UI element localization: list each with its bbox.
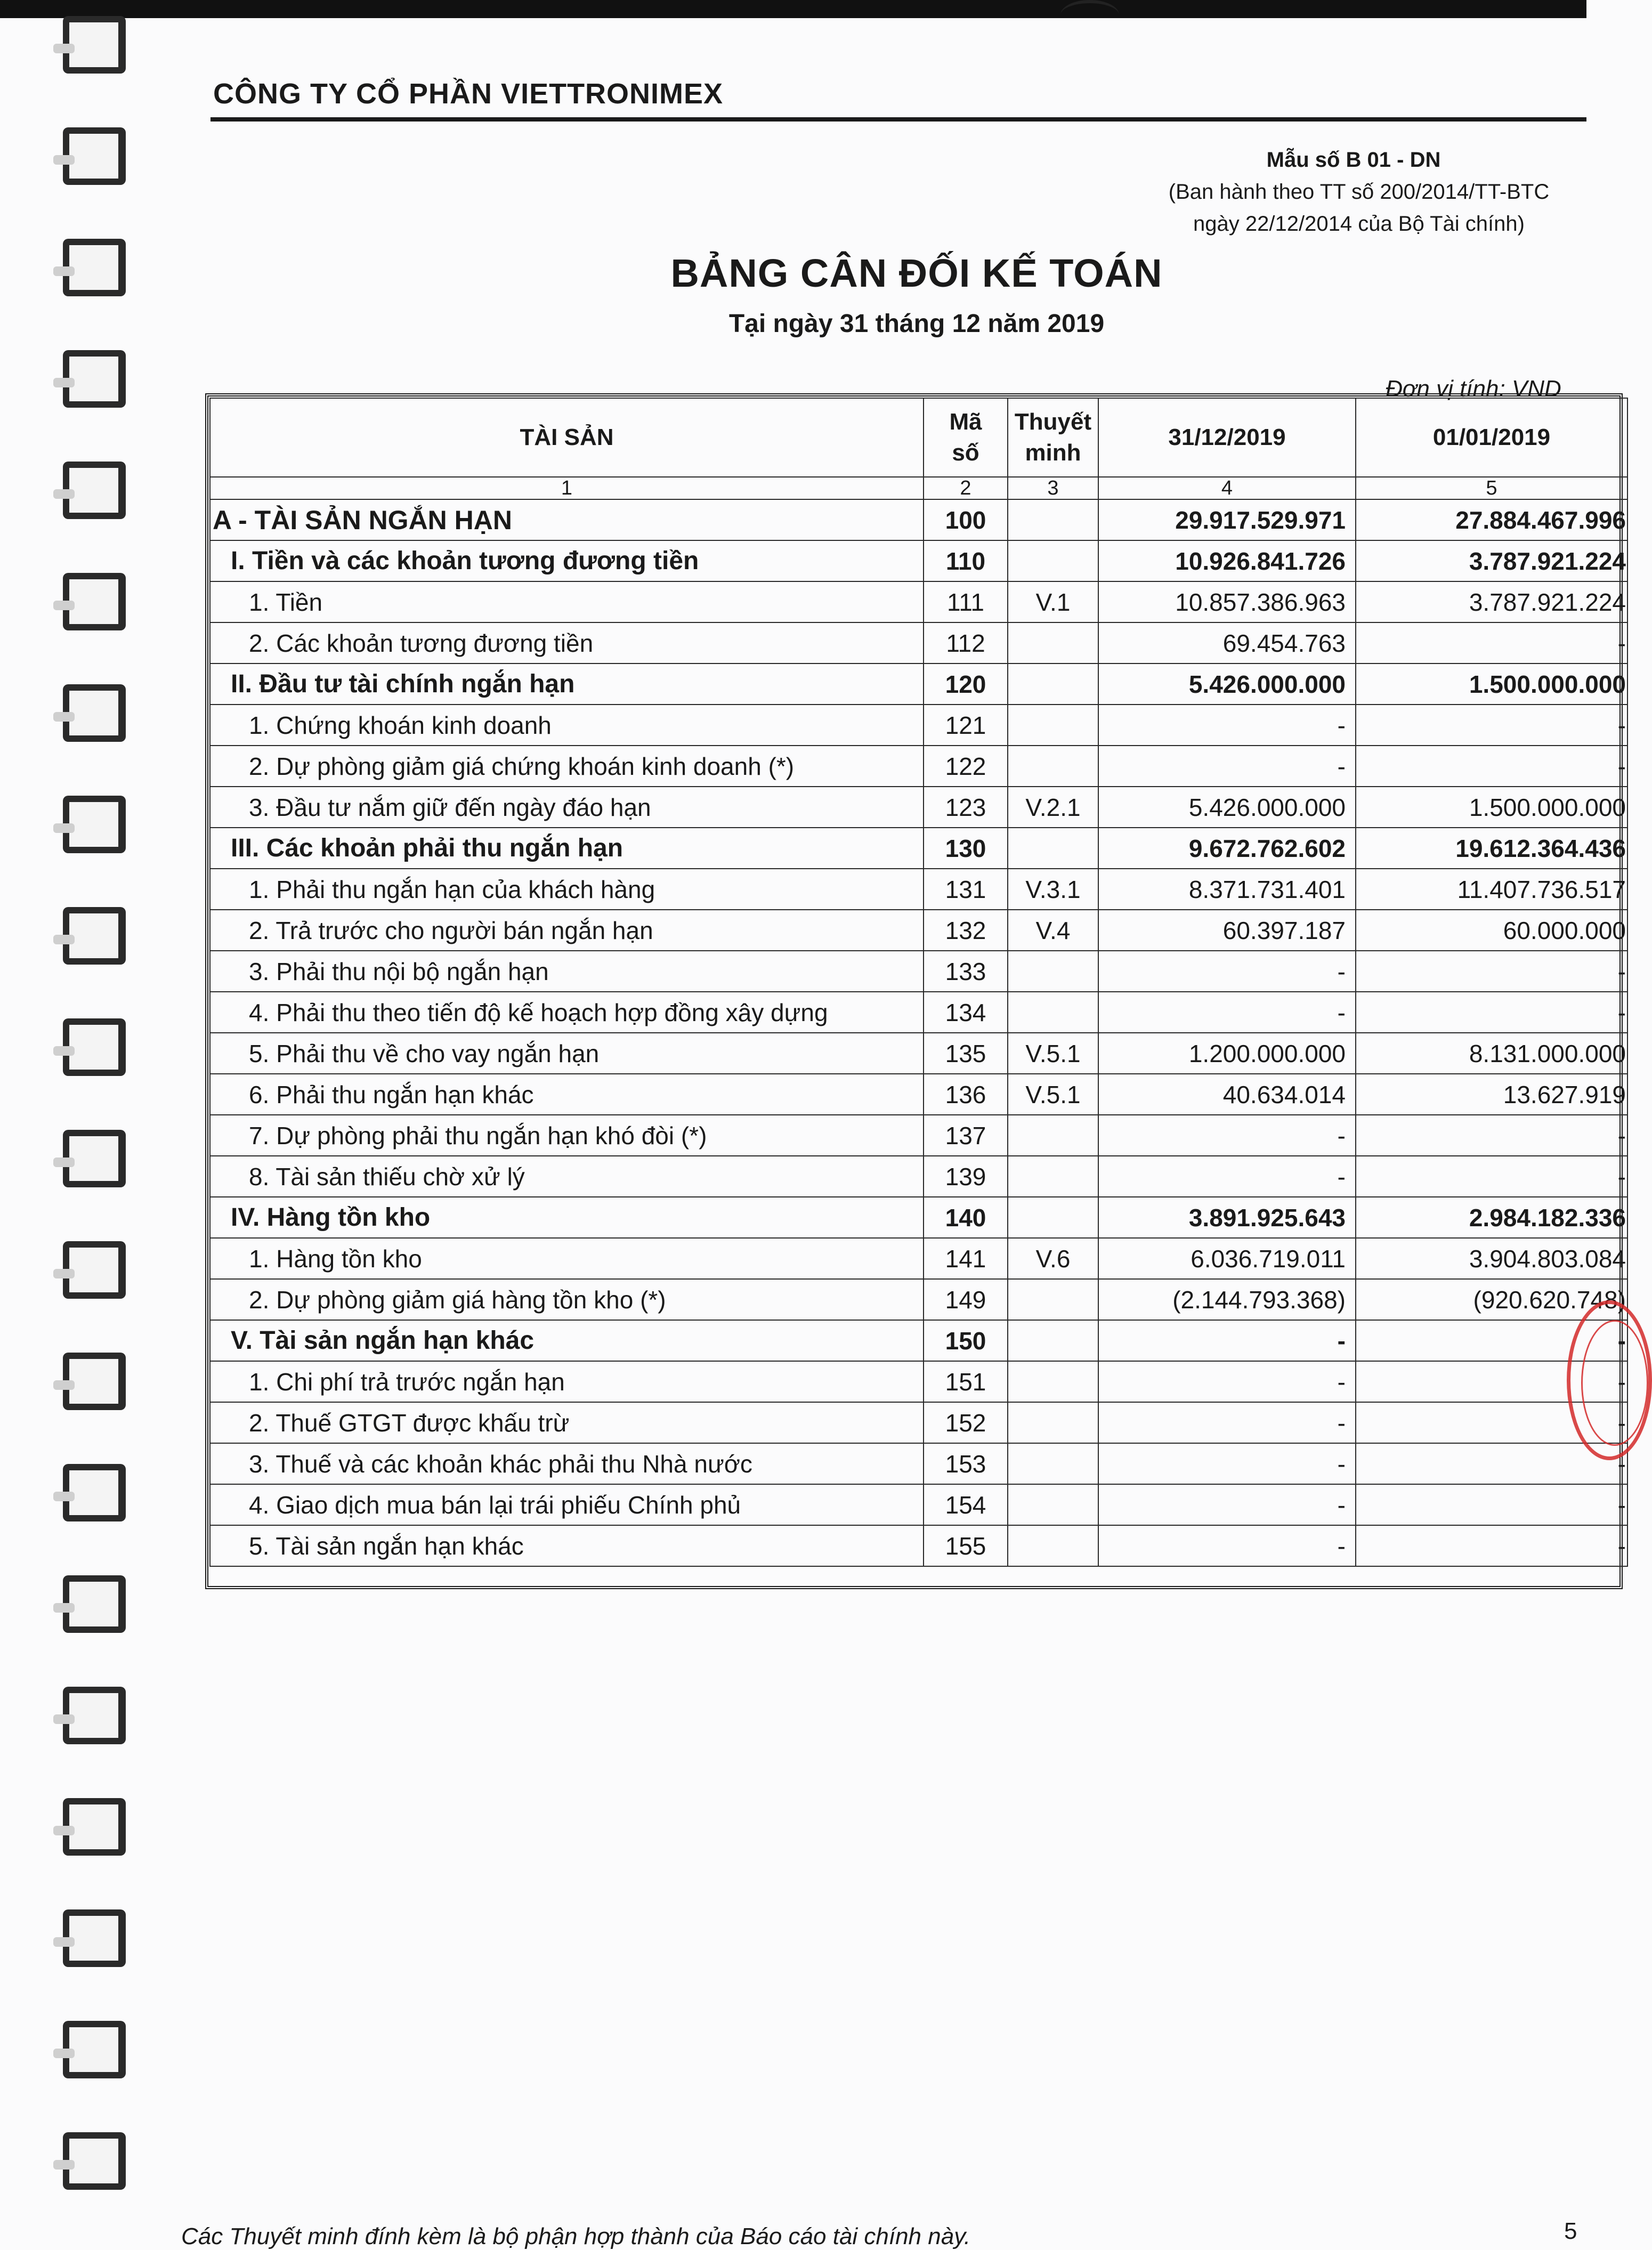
line-item-name: 1. Chứng khoán kinh doanh (210, 705, 924, 746)
table-row (210, 663, 1627, 705)
table-row (210, 1033, 1627, 1074)
line-item-name: 5. Phải thu về cho vay ngắn hạn (210, 1033, 924, 1074)
column-number: 2 (924, 477, 1008, 499)
line-item-name: IV. Hàng tồn kho (210, 1197, 924, 1238)
line-item-note-ref (1008, 1402, 1098, 1443)
line-item-code: 135 (924, 1033, 1008, 1074)
line-item-code: 112 (924, 622, 1008, 663)
document-title: BẢNG CÂN ĐỐI KẾ TOÁN (670, 251, 1163, 295)
header-rule (210, 117, 1586, 122)
table-row (210, 1525, 1627, 1566)
value-31-12-2019: - (1098, 1402, 1356, 1443)
value-31-12-2019: - (1098, 705, 1356, 746)
binding-ring (63, 16, 126, 74)
line-item-code: 120 (924, 663, 1008, 705)
line-item-name: 7. Dự phòng phải thu ngắn hạn khó đòi (*) (210, 1115, 924, 1156)
line-item-name: 2. Các khoản tương đương tiền (210, 622, 924, 663)
spiral-binding (0, 0, 160, 2244)
binding-ring (63, 350, 126, 408)
column-number: 5 (1356, 477, 1627, 499)
line-item-code: 141 (924, 1238, 1008, 1279)
value-01-01-2019: 3.787.921.224 (1356, 540, 1627, 581)
value-01-01-2019: 60.000.000 (1356, 910, 1627, 951)
value-31-12-2019: 6.036.719.011 (1098, 1238, 1356, 1279)
value-01-01-2019: - (1356, 1156, 1627, 1197)
line-item-name: 2. Dự phòng giảm giá hàng tồn kho (*) (210, 1279, 924, 1320)
line-item-name: 1. Chi phí trả trước ngắn hạn (210, 1361, 924, 1402)
value-01-01-2019: 3.904.803.084 (1356, 1238, 1627, 1279)
line-item-note-ref: V.3.1 (1008, 869, 1098, 910)
header-note (1008, 398, 1098, 477)
line-item-name: 1. Tiền (210, 581, 924, 622)
scan-top-edge (0, 0, 1586, 18)
line-item-code: 153 (924, 1443, 1008, 1484)
line-item-code: 123 (924, 787, 1008, 828)
value-01-01-2019: - (1356, 622, 1627, 663)
table-row (210, 951, 1627, 992)
binding-ring (63, 1687, 126, 1744)
line-item-name: 6. Phải thu ngắn hạn khác (210, 1074, 924, 1115)
value-31-12-2019: - (1098, 1115, 1356, 1156)
line-item-code: 151 (924, 1361, 1008, 1402)
line-item-code: 154 (924, 1484, 1008, 1525)
table-row (210, 1484, 1627, 1525)
table-row (210, 1320, 1627, 1361)
value-01-01-2019: 1.500.000.000 (1356, 663, 1627, 705)
table-row (210, 581, 1627, 622)
line-item-code: 139 (924, 1156, 1008, 1197)
line-item-code: 137 (924, 1115, 1008, 1156)
line-item-code: 150 (924, 1320, 1008, 1361)
table-row (210, 746, 1627, 787)
line-item-code: 110 (924, 540, 1008, 581)
value-31-12-2019: 9.672.762.602 (1098, 828, 1356, 869)
line-item-name: I. Tiền và các khoản tương đương tiền (210, 540, 924, 581)
line-item-note-ref: V.1 (1008, 581, 1098, 622)
binding-ring (63, 1798, 126, 1856)
value-01-01-2019: - (1356, 705, 1627, 746)
page-number: 5 (1564, 2218, 1577, 2244)
line-item-note-ref: V.5.1 (1008, 1074, 1098, 1115)
binding-ring (63, 2132, 126, 2190)
header-prior-period (1356, 398, 1627, 477)
line-item-note-ref (1008, 499, 1098, 540)
value-01-01-2019: - (1356, 1525, 1627, 1566)
value-01-01-2019: 2.984.182.336 (1356, 1197, 1627, 1238)
value-31-12-2019: - (1098, 1156, 1356, 1197)
line-item-code: 152 (924, 1402, 1008, 1443)
value-01-01-2019: 13.627.919 (1356, 1074, 1627, 1115)
binding-ring (63, 2021, 126, 2078)
line-item-note-ref (1008, 1156, 1098, 1197)
column-number: 1 (210, 477, 924, 499)
value-31-12-2019: 1.200.000.000 (1098, 1033, 1356, 1074)
table-row (210, 705, 1627, 746)
line-item-note-ref (1008, 1484, 1098, 1525)
binding-ring (63, 1241, 126, 1299)
value-31-12-2019: 8.371.731.401 (1098, 869, 1356, 910)
line-item-note-ref: V.2.1 (1008, 787, 1098, 828)
document-date: Tại ngày 31 tháng 12 năm 2019 (728, 310, 1105, 338)
value-01-01-2019: - (1356, 746, 1627, 787)
table-row (210, 1156, 1627, 1197)
binding-ring (63, 1130, 126, 1187)
line-item-name: 1. Hàng tồn kho (210, 1238, 924, 1279)
header-prior-label: 01/01/2019 (1432, 424, 1551, 450)
line-item-code: 149 (924, 1279, 1008, 1320)
binding-ring (63, 1575, 126, 1633)
value-31-12-2019: 10.926.841.726 (1098, 540, 1356, 581)
line-item-code: 133 (924, 951, 1008, 992)
table-row (210, 1238, 1627, 1279)
line-item-name: 2. Trả trước cho người bán ngắn hạn (210, 910, 924, 951)
value-31-12-2019: - (1098, 951, 1356, 992)
binding-ring (63, 462, 126, 519)
value-01-01-2019: 11.407.736.517 (1356, 869, 1627, 910)
line-item-name: II. Đầu tư tài chính ngắn hạn (210, 663, 924, 705)
line-item-code: 131 (924, 869, 1008, 910)
value-01-01-2019: - (1356, 1443, 1627, 1484)
value-01-01-2019: 3.787.921.224 (1356, 581, 1627, 622)
column-number: 3 (1008, 477, 1098, 499)
table-row (210, 1279, 1627, 1320)
form-basis-line-2: ngày 22/12/2014 của Bộ Tài chính) (1193, 212, 1525, 236)
line-item-name: 3. Đầu tư nắm giữ đến ngày đáo hạn (210, 787, 924, 828)
value-01-01-2019: 19.612.364.436 (1356, 828, 1627, 869)
header-note-line-1: Thuyết (1014, 409, 1092, 435)
line-item-code: 134 (924, 992, 1008, 1033)
company-name: CÔNG TY CỔ PHẦN VIETTRONIMEX (213, 78, 724, 110)
line-item-name: 3. Phải thu nội bộ ngắn hạn (210, 951, 924, 992)
binding-ring (63, 1909, 126, 1967)
binding-ring (63, 796, 126, 853)
line-item-note-ref (1008, 1115, 1098, 1156)
table-row (210, 1197, 1627, 1238)
line-item-note-ref (1008, 992, 1098, 1033)
table-row (210, 499, 1627, 540)
value-31-12-2019: - (1098, 1361, 1356, 1402)
header-note-line-2: minh (1025, 440, 1081, 466)
table-row (210, 910, 1627, 951)
form-basis (1130, 176, 1588, 240)
form-number: Mẫu số B 01 - DN (1266, 148, 1441, 172)
balance-sheet-table-area (205, 393, 1626, 1591)
header-code (924, 398, 1008, 477)
line-item-code: 122 (924, 746, 1008, 787)
value-31-12-2019: 69.454.763 (1098, 622, 1356, 663)
value-31-12-2019: 29.917.529.971 (1098, 499, 1356, 540)
line-item-note-ref: V.6 (1008, 1238, 1098, 1279)
company-seal-stamp (1567, 1300, 1652, 1460)
binding-ring (63, 907, 126, 965)
table-row (210, 992, 1627, 1033)
table-row (210, 828, 1627, 869)
table-row (210, 622, 1627, 663)
binding-ring (63, 1353, 126, 1410)
form-basis-line-1: (Ban hành theo TT số 200/2014/TT-BTC (1168, 180, 1550, 204)
table-row (210, 1402, 1627, 1443)
value-31-12-2019: - (1098, 1443, 1356, 1484)
line-item-note-ref: V.5.1 (1008, 1033, 1098, 1074)
value-31-12-2019: 40.634.014 (1098, 1074, 1356, 1115)
line-item-name: 2. Dự phòng giảm giá chứng khoán kinh doanh (*) (210, 746, 924, 787)
value-01-01-2019: - (1356, 1361, 1627, 1402)
line-item-note-ref (1008, 951, 1098, 992)
line-item-code: 121 (924, 705, 1008, 746)
column-number-row (210, 477, 1627, 499)
currency-unit: Đơn vị tính: VND (1386, 376, 1561, 402)
value-01-01-2019: - (1356, 951, 1627, 992)
value-01-01-2019: - (1356, 1115, 1627, 1156)
table-row (210, 1361, 1627, 1402)
header-code-line-1: Mã (949, 409, 982, 435)
line-item-note-ref (1008, 1279, 1098, 1320)
value-31-12-2019: 10.857.386.963 (1098, 581, 1356, 622)
table-row (210, 1115, 1627, 1156)
line-item-note-ref: V.4 (1008, 910, 1098, 951)
line-item-note-ref (1008, 1197, 1098, 1238)
table-row (210, 540, 1627, 581)
line-item-name: 3. Thuế và các khoản khác phải thu Nhà nước (210, 1443, 924, 1484)
line-item-name: III. Các khoản phải thu ngắn hạn (210, 828, 924, 869)
table-header-row (210, 398, 1627, 477)
footer-note: Các Thuyết minh đính kèm là bộ phận hợp thành của Báo cáo tài chính này. (181, 2223, 971, 2249)
value-01-01-2019: 1.500.000.000 (1356, 787, 1627, 828)
line-item-name: A - TÀI SẢN NGẮN HẠN (210, 499, 924, 540)
line-item-name: V. Tài sản ngắn hạn khác (210, 1320, 924, 1361)
line-item-code: 136 (924, 1074, 1008, 1115)
value-01-01-2019: - (1356, 992, 1627, 1033)
value-31-12-2019: 60.397.187 (1098, 910, 1356, 951)
balance-sheet-table (209, 398, 1628, 1567)
line-item-note-ref (1008, 1525, 1098, 1566)
column-number: 4 (1098, 477, 1356, 499)
value-31-12-2019: - (1098, 1484, 1356, 1525)
value-01-01-2019: - (1356, 1320, 1627, 1361)
line-item-note-ref (1008, 1320, 1098, 1361)
header-current-period (1098, 398, 1356, 477)
line-item-name: 2. Thuế GTGT được khấu trừ (210, 1402, 924, 1443)
line-item-note-ref (1008, 622, 1098, 663)
line-item-name: 8. Tài sản thiếu chờ xử lý (210, 1156, 924, 1197)
table-row (210, 787, 1627, 828)
line-item-code: 132 (924, 910, 1008, 951)
binding-ring (63, 239, 126, 296)
value-01-01-2019: 8.131.000.000 (1356, 1033, 1627, 1074)
value-31-12-2019: (2.144.793.368) (1098, 1279, 1356, 1320)
table-row (210, 1443, 1627, 1484)
binding-ring (63, 1464, 126, 1521)
line-item-note-ref (1008, 540, 1098, 581)
value-31-12-2019: 3.891.925.643 (1098, 1197, 1356, 1238)
header-assets-label: TÀI SẢN (520, 424, 614, 450)
value-31-12-2019: - (1098, 1525, 1356, 1566)
binding-ring (63, 684, 126, 742)
line-item-code: 111 (924, 581, 1008, 622)
line-item-code: 130 (924, 828, 1008, 869)
line-item-note-ref (1008, 663, 1098, 705)
scan-top-fold (1060, 0, 1119, 30)
line-item-code: 100 (924, 499, 1008, 540)
line-item-code: 140 (924, 1197, 1008, 1238)
line-item-note-ref (1008, 828, 1098, 869)
value-01-01-2019: - (1356, 1402, 1627, 1443)
line-item-note-ref (1008, 705, 1098, 746)
header-assets (210, 398, 924, 477)
value-01-01-2019: - (1356, 1484, 1627, 1525)
value-31-12-2019: - (1098, 1320, 1356, 1361)
line-item-name: 1. Phải thu ngắn hạn của khách hàng (210, 869, 924, 910)
line-item-name: 5. Tài sản ngắn hạn khác (210, 1525, 924, 1566)
line-item-note-ref (1008, 1361, 1098, 1402)
line-item-name: 4. Giao dịch mua bán lại trái phiếu Chính phủ (210, 1484, 924, 1525)
line-item-code: 155 (924, 1525, 1008, 1566)
value-31-12-2019: 5.426.000.000 (1098, 663, 1356, 705)
header-current-label: 31/12/2019 (1168, 424, 1286, 450)
binding-ring (63, 1018, 126, 1076)
value-01-01-2019: (920.620.748) (1356, 1279, 1627, 1320)
line-item-note-ref (1008, 746, 1098, 787)
header-code-line-2: số (952, 440, 979, 466)
value-31-12-2019: - (1098, 992, 1356, 1033)
table-row (210, 1074, 1627, 1115)
binding-ring (63, 127, 126, 185)
binding-ring (63, 573, 126, 630)
table-row (210, 869, 1627, 910)
line-item-name: 4. Phải thu theo tiến độ kế hoạch hợp đồng xây dựng (210, 992, 924, 1033)
value-31-12-2019: 5.426.000.000 (1098, 787, 1356, 828)
line-item-note-ref (1008, 1443, 1098, 1484)
value-31-12-2019: - (1098, 746, 1356, 787)
value-01-01-2019: 27.884.467.996 (1356, 499, 1627, 540)
